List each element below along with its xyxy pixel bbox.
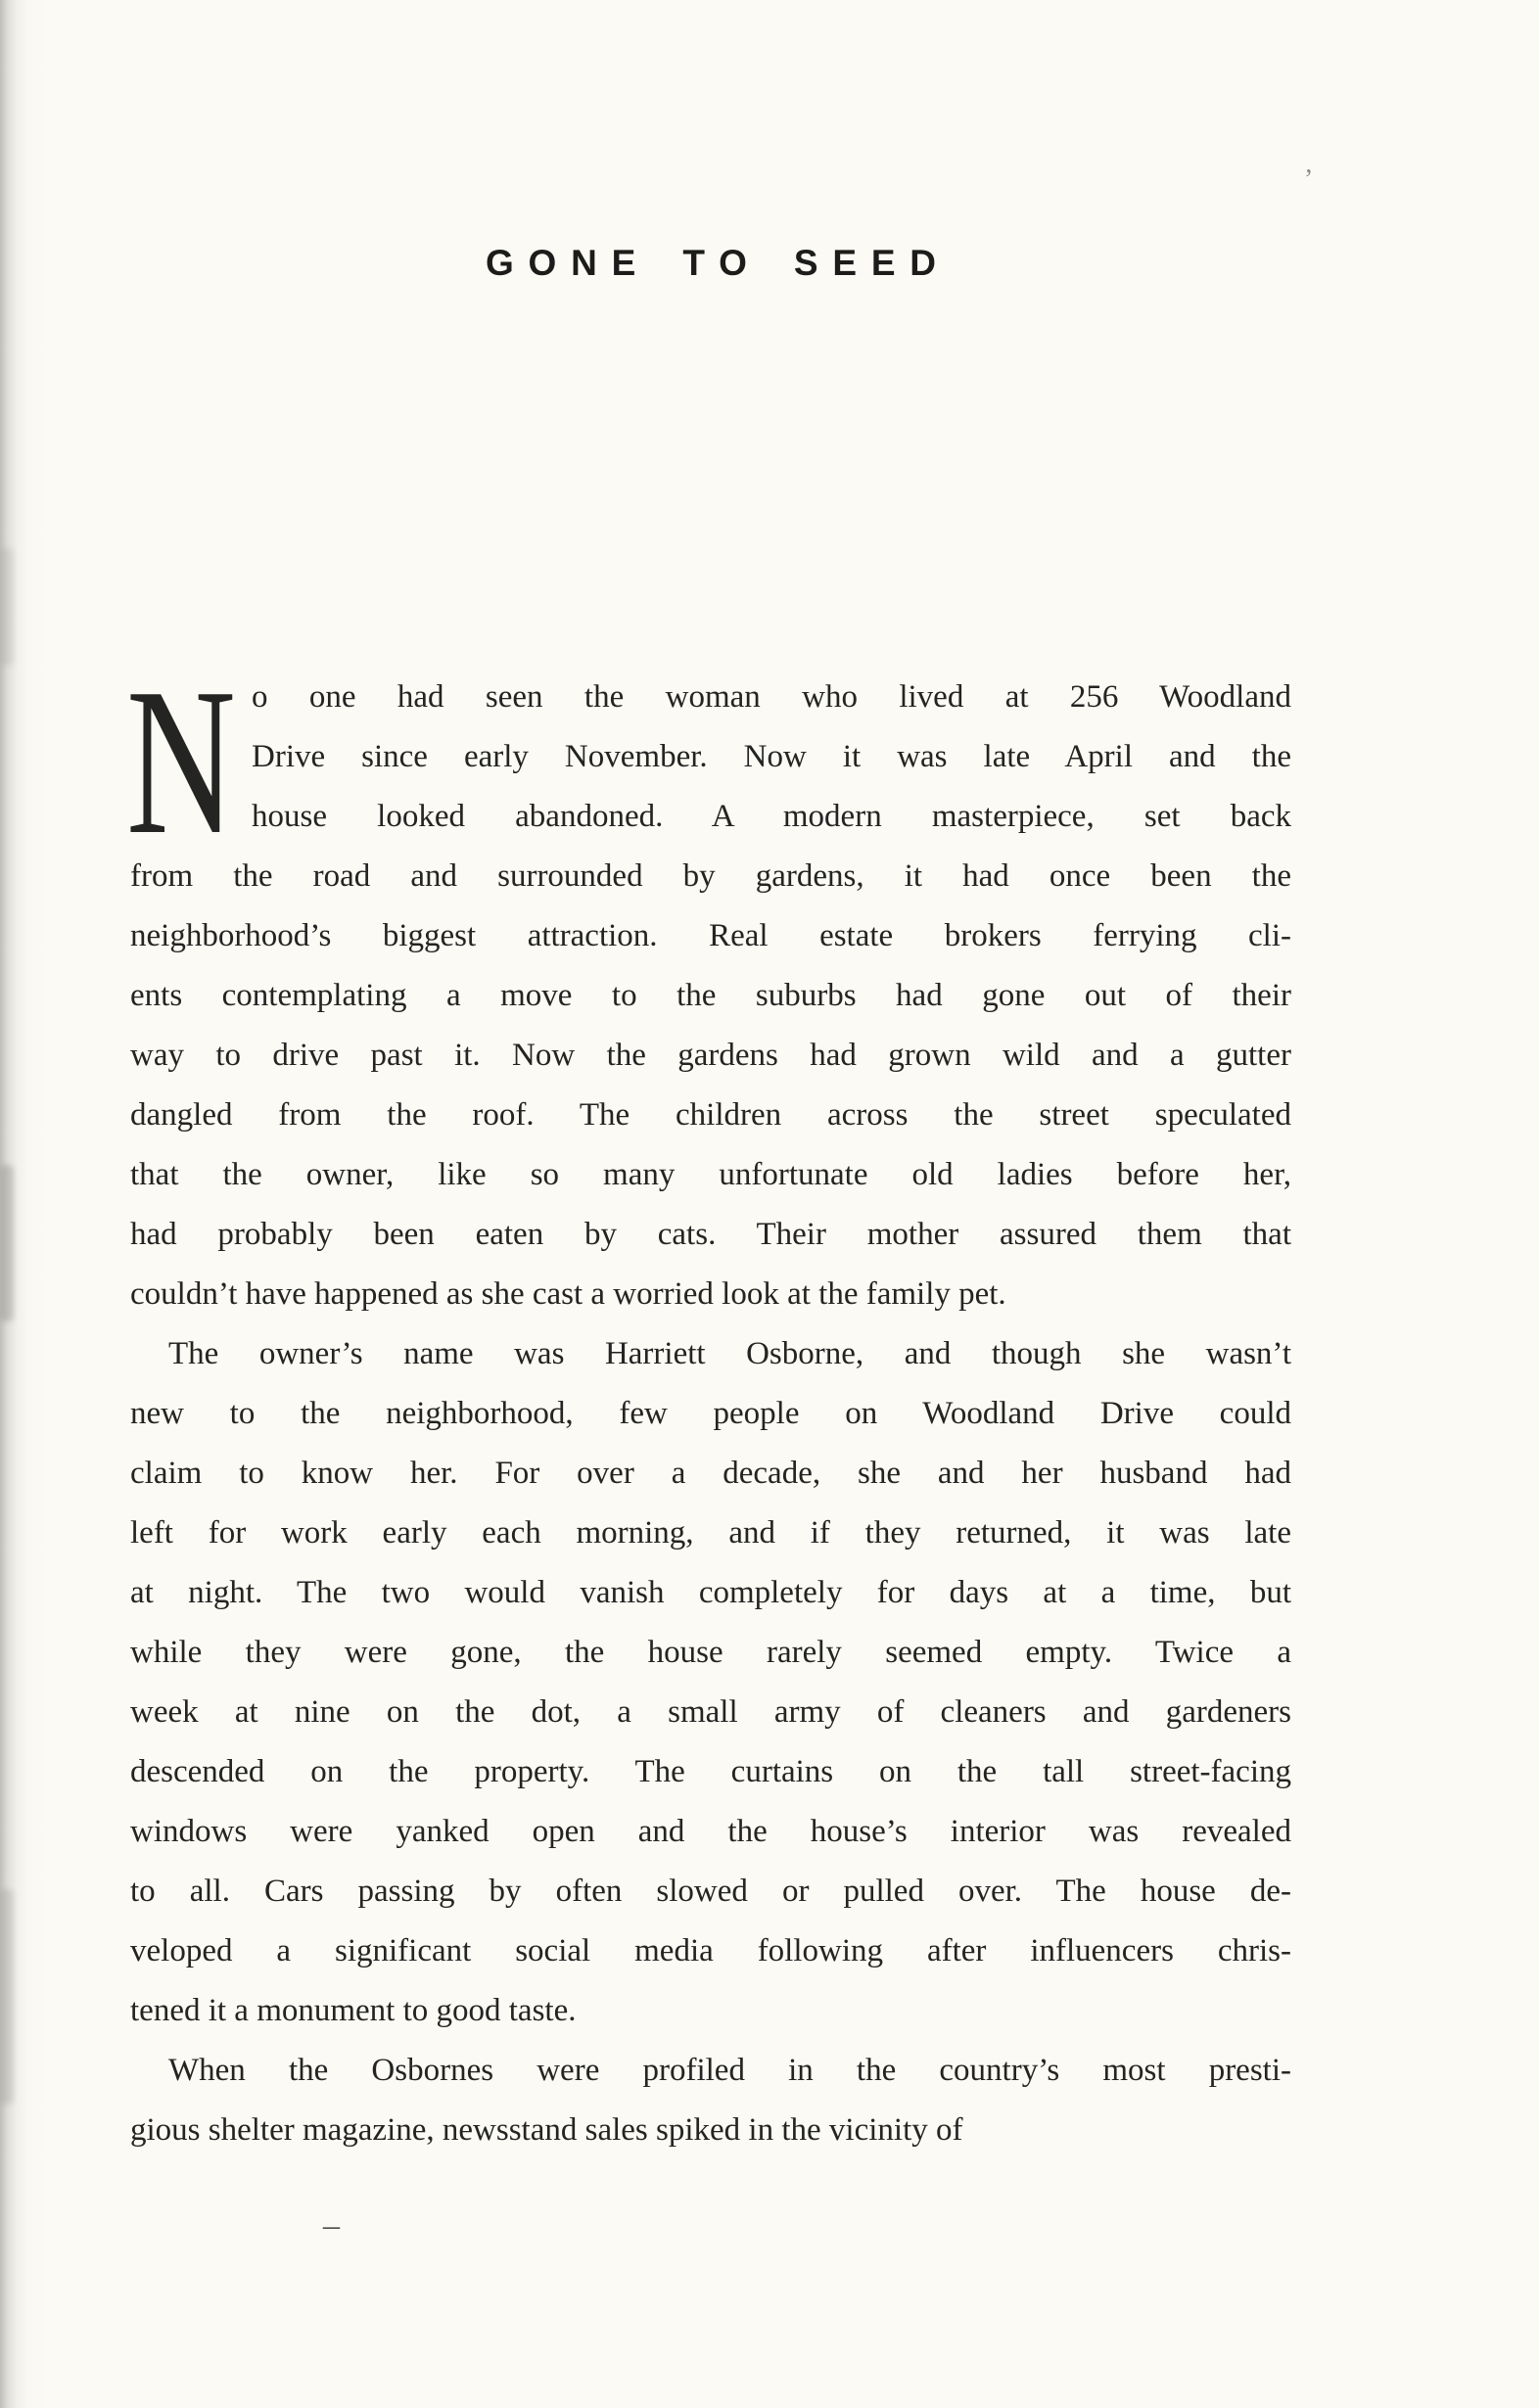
drop-cap-letter: N: [126, 644, 236, 878]
text-line: dangled from the roof. The children across the street speculated: [130, 1097, 1291, 1133]
scan-smudge: [0, 1889, 14, 2105]
text-line: Drive since early November. Now it was late April and the: [252, 739, 1291, 774]
text-line: at night. The two would vanish completely for days at a time, but: [130, 1575, 1291, 1610]
drop-cap: [126, 644, 252, 878]
paragraph: [130, 2041, 1291, 2160]
text-line: had probably been eaten by cats. Their mother assured them that: [130, 1217, 1291, 1252]
text-line: o one had seen the woman who lived at 256 Woodland: [252, 679, 1291, 715]
paragraph: [126, 644, 1291, 1324]
paragraph: [130, 1324, 1291, 2041]
text-line: to all. Cars passing by often slowed or pulled over. The house de-: [130, 1874, 1291, 1909]
text-line: descended on the property. The curtains on the tall street-facing: [130, 1754, 1291, 1789]
text-line: claim to know her. For over a decade, she and her husband had: [130, 1456, 1291, 1491]
chapter-title: GONE TO SEED: [485, 243, 951, 283]
scan-smudge: [0, 548, 14, 666]
scan-artifact-top-mark: ’: [1304, 164, 1314, 195]
page-body-text: [126, 644, 1291, 2160]
text-line: gious shelter magazine, newsstand sales spiked in the vicinity of: [130, 2112, 963, 2148]
text-line: week at nine on the dot, a small army of cleaners and gardeners: [130, 1694, 1291, 1730]
text-line: way to drive past it. Now the gardens had grown wild and a gutter: [130, 1038, 1291, 1073]
text-line: that the owner, like so many unfortunate old ladies before her,: [130, 1157, 1291, 1192]
text-line: The owner’s name was Harriett Osborne, and though she wasn’t: [168, 1336, 1291, 1371]
text-line: new to the neighborhood, few people on Woodland Drive could: [130, 1396, 1291, 1431]
text-line: left for work early each morning, and if they returned, it was late: [130, 1515, 1291, 1551]
text-line: couldn’t have happened as she cast a worried look at the family pet.: [130, 1276, 1006, 1312]
text-line: windows were yanked open and the house’s interior was revealed: [130, 1814, 1291, 1849]
text-line: veloped a significant social media following after influencers chris-: [130, 1933, 1291, 1968]
text-line: tened it a monument to good taste.: [130, 1993, 577, 2028]
text-line: from the road and surrounded by gardens, it had once been the: [130, 858, 1291, 894]
scan-smudge: [0, 1165, 14, 1321]
text-line: while they were gone, the house rarely seemed empty. Twice a: [130, 1635, 1291, 1670]
text-line: When the Osbornes were profiled in the country’s most presti-: [168, 2053, 1291, 2088]
text-line: neighborhood’s biggest attraction. Real estate brokers ferrying cli-: [130, 918, 1291, 953]
text-line: house looked abandoned. A modern masterpiece, set back: [252, 799, 1291, 834]
scan-artifact-bottom-mark: –: [323, 2207, 340, 2244]
text-line: ents contemplating a move to the suburbs had gone out of their: [130, 978, 1291, 1013]
